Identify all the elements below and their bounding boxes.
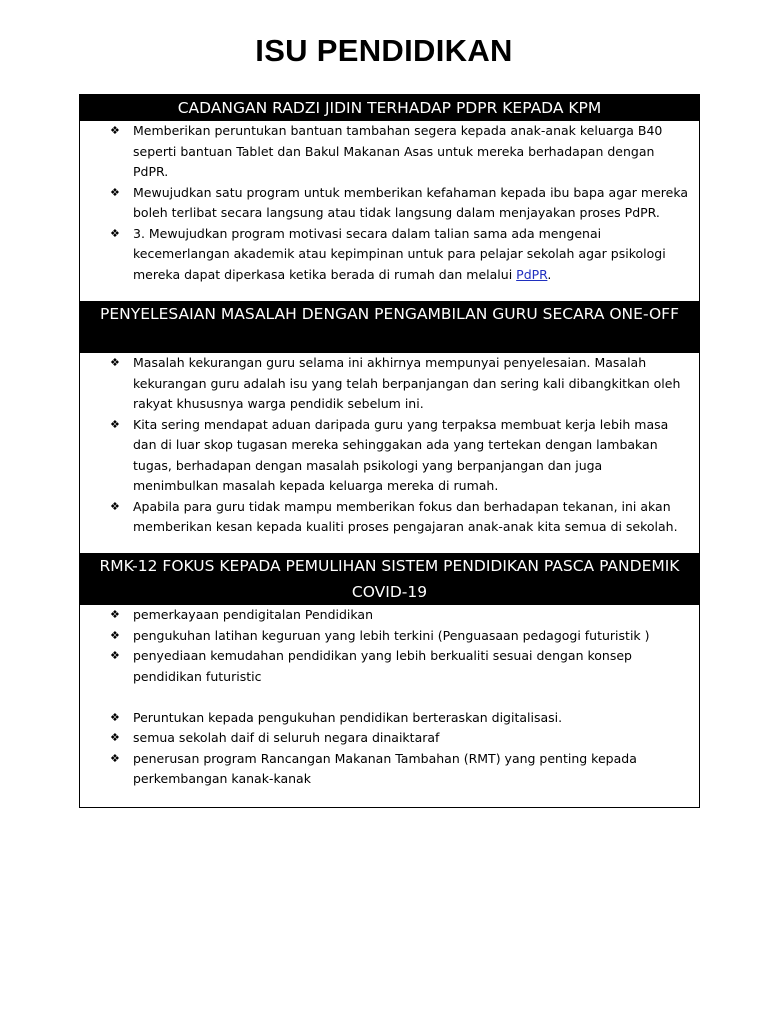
diamond-bullet-icon: ❖ (110, 751, 120, 765)
list-item: ❖ Memberikan peruntukan bantuan tambahan segera kepada anak-anak keluarga B40 seperti bantuan Tablet dan Bakul Makanan Asas untuk mereka berhadapan dengan PdPR. (110, 123, 663, 179)
list-item: ❖ semua sekolah daif di seluruh negara dinaiktaraf (80, 728, 699, 749)
diamond-bullet-icon: ❖ (110, 226, 120, 240)
page-title: ISU PENDIDIKAN (255, 33, 513, 68)
list-item: ❖ Mewujudkan satu program untuk memberikan kefahaman kepada ibu bapa agar mereka boleh terlibat secara langsung atau tidak langsung dalam menjayakan proses PdPR. (110, 184, 688, 220)
pdpr-link[interactable]: PdPR (516, 266, 548, 282)
section-header-pdpr: CADANGAN RADZI JIDIN TERHADAP PDPR KEPADA KPM (80, 95, 699, 121)
section-body-pdpr (80, 121, 699, 301)
content-box (79, 94, 700, 808)
spacer (80, 687, 699, 708)
diamond-bullet-icon: ❖ (110, 731, 120, 744)
diamond-bullet-icon: ❖ (110, 649, 120, 662)
diamond-bullet-icon: ❖ (110, 124, 120, 137)
diamond-bullet-icon: ❖ (110, 499, 120, 513)
diamond-bullet-icon: ❖ (110, 356, 120, 369)
section-header-rmk12: RMK-12 FOKUS KEPADA PEMULIHAN SISTEM PENDIDIKAN PASCA PANDEMIK COVID-19 (80, 553, 699, 605)
list-item: ❖ Peruntukan kepada pengukuhan pendidikan berteraskan digitalisasi. (80, 708, 699, 729)
diamond-bullet-icon: ❖ (110, 710, 120, 724)
list-item: ❖ pemerkayaan pendigitalan Pendidikan (80, 605, 699, 626)
list-item: ❖ Apabila para guru tidak mampu memberikan fokus dan berhadapan tekanan, ini akan memberikan kesan kepada kualiti proses pengajaran anak-anak kita semua di sekolah. (110, 498, 678, 534)
diamond-bullet-icon: ❖ (110, 185, 120, 199)
section-body-rmk12 (80, 605, 699, 790)
list-item: ❖ pengukuhan latihan keguruan yang lebih terkini (Penguasaan pedagogi futuristik ) (80, 626, 699, 647)
section-body-guru (80, 353, 699, 553)
list-item: ❖ penyediaan kemudahan pendidikan yang lebih berkualiti sesuai dengan konsep pendidikan futuristic (110, 648, 632, 684)
diamond-bullet-icon: ❖ (110, 628, 120, 642)
section-header-guru: PENYELESAIAN MASALAH DENGAN PENGAMBILAN GURU SECARA ONE-OFF (80, 301, 699, 353)
list-item: ❖ Kita sering mendapat aduan daripada guru yang terpaksa membuat kerja lebih masa dan di luar skop tugasan mereka sehinggakan ada yang tertekan dengan lambakan tugas, berhadapan dengan masalah psikologi yang berpanjangan dan juga menimbulkan masalah kepada keluarga mereka di rumah. (110, 416, 669, 493)
list-item: ❖ penerusan program Rancangan Makanan Tambahan (RMT) yang penting kepada perkembangan kanak-kanak (110, 750, 637, 786)
list-item: ❖ 3. Mewujudkan program motivasi secara dalam talian sama ada mengenai kecemerlangan akademik atau kepimpinan untuk para pelajar sekolah agar psikologi mereka dapat diperkasa ketika berada di rumah dan melalui PdPR. (110, 225, 666, 282)
diamond-bullet-icon: ❖ (110, 608, 120, 621)
list-item: ❖ Masalah kekurangan guru selama ini akhirnya mempunyai penyelesaian. Masalah kekurangan guru adalah isu yang telah berpanjangan dan sering kali dibangkitkan oleh rakyat khususnya warga pendidik sebelum ini. (110, 355, 681, 411)
diamond-bullet-icon: ❖ (110, 417, 120, 431)
